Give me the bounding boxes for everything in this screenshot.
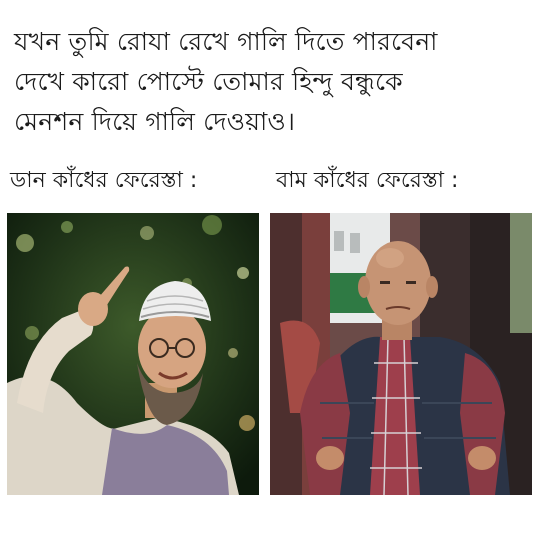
right-panel-label: বাম কাঁধের ফেরেস্তা : [276,168,459,193]
right-photo-illustration [270,213,532,495]
left-photo [7,213,259,495]
left-photo-illustration [7,213,259,495]
left-panel-label: ডান কাঁধের ফেরেস্তা : [10,168,198,193]
meme-caption: যখন তুমি রোযা রেখে গালি দিতে পারবেনা দেখে কারো পোস্টে তোমার হিন্দু বন্ধুকে মেনশন দিয়ে গালি দেওয়াও। [14,27,438,136]
right-photo [270,213,532,495]
